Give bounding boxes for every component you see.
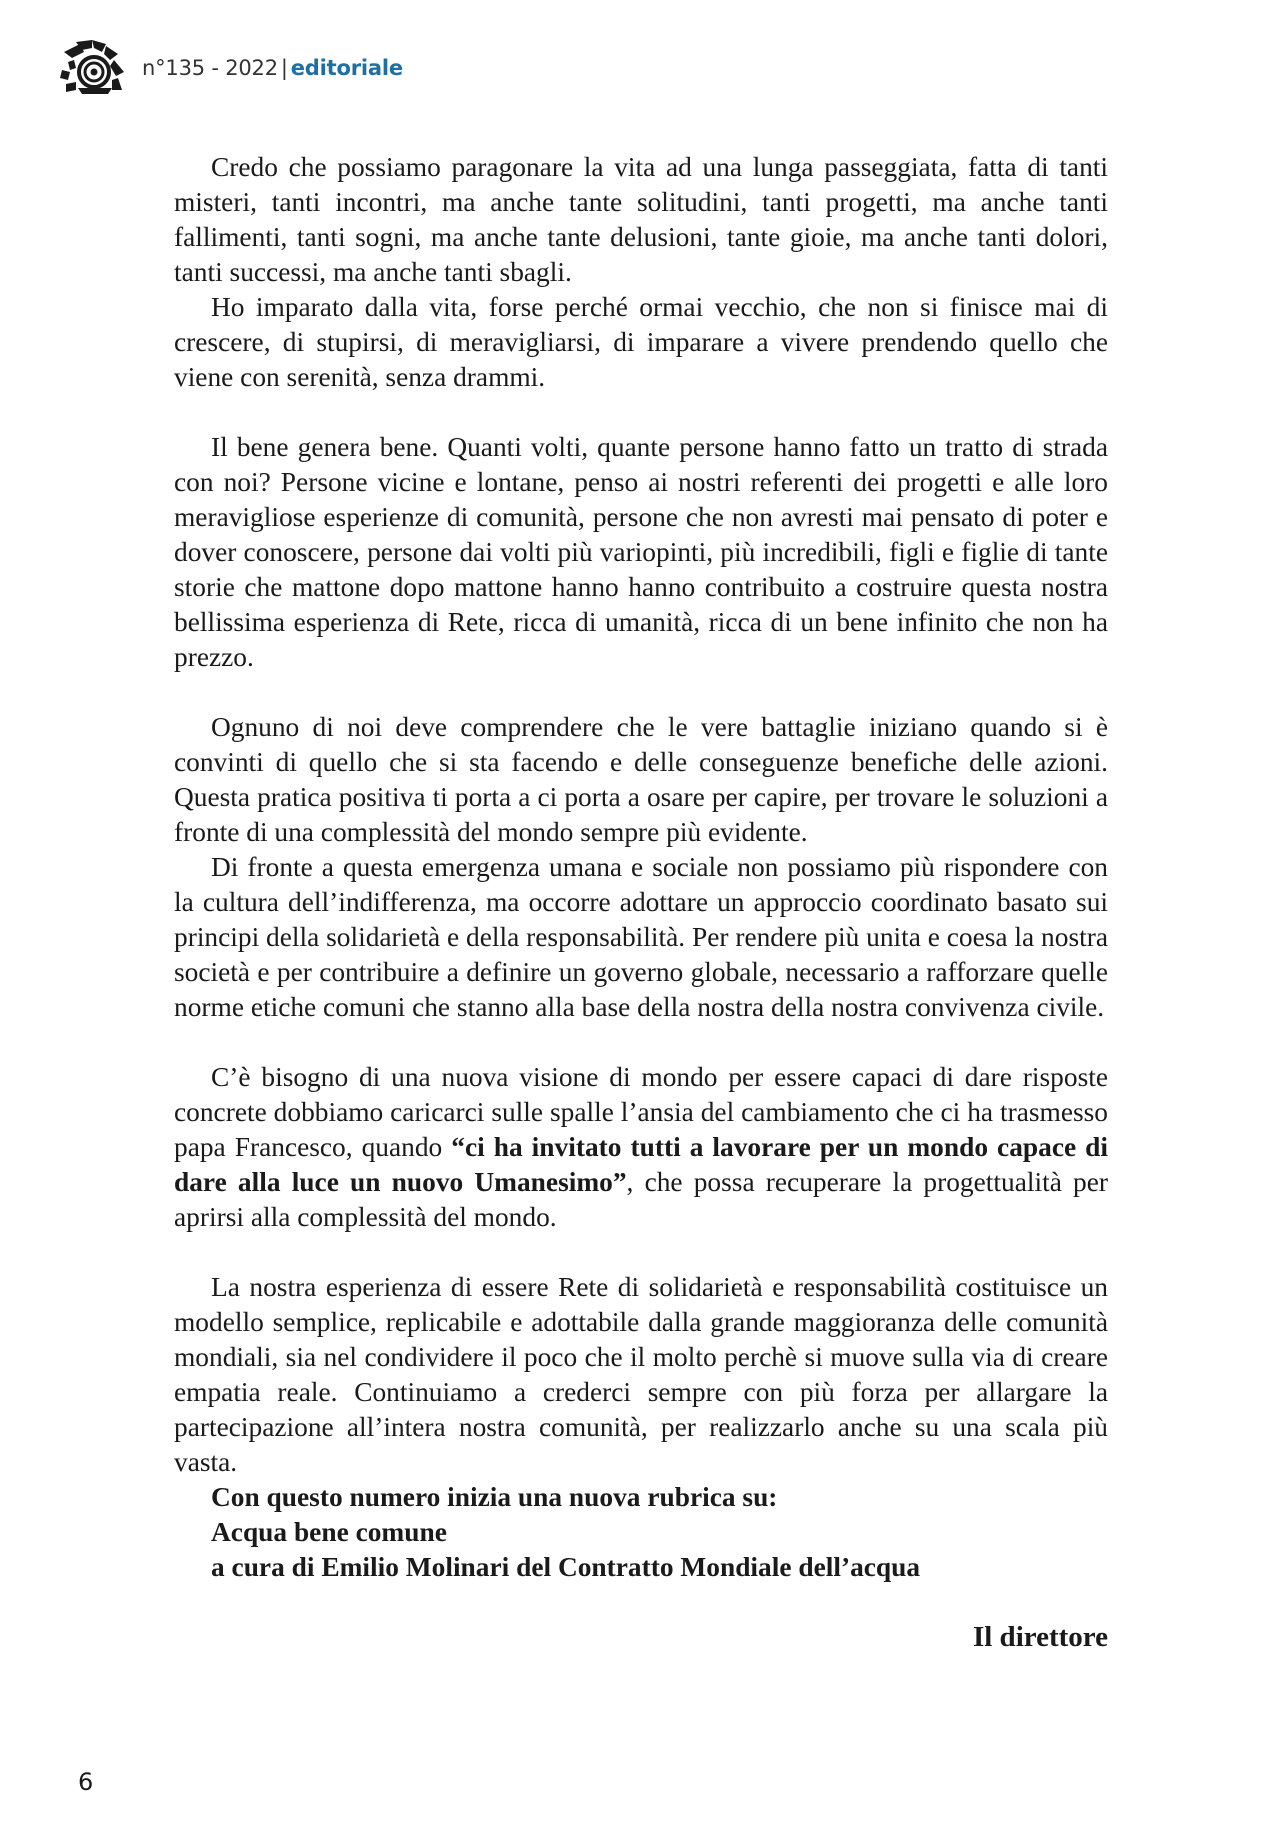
paragraph-2: Ho imparato dalla vita, forse perché ormai vecchio, che non si finisce mai di crescere, di stupirsi, di meravigliarsi, di imparare a vivere prendendo quello che viene con serenità, senza drammi. [174, 292, 1108, 392]
page-header [58, 38, 403, 98]
paragraph-1: Credo che possiamo paragonare la vita ad una lunga passeggiata, fatta di tanti misteri, tanti incontri, ma anche tante solitudini, tanti progetti, ma anche tanti fallimenti, tanti sogni, ma anche tante delusioni, tante gioie, ma anche tanti dolori, tanti successi, ma anche tanti sbagli. [174, 152, 1108, 287]
section-name: editoriale [290, 56, 403, 80]
rubric-line-3: a cura di Emilio Molinari del Contratto Mondiale dell’acqua [211, 1552, 921, 1582]
article-body [174, 150, 1108, 1655]
paragraph-6-text-before: C’è bisogno di una nuova visione di mondo per essere capaci di dare risposte concrete dobbiamo caricarci sulle spalle l’ansia del cambiamento che ci ha trasmesso papa Francesco, quando [174, 1062, 1108, 1162]
paragraph-3: Il bene genera bene. Quanti volti, quante persone hanno fatto un tratto di strada con noi? Persone vicine e lontane, penso ai nostri referenti dei progetti e alle loro meravigliose esperienze di comunità, persone che non avresti mai pensato di poter e dover conoscere, persone dai volti più variopinti, più incredibili, figli e figlie di tante storie che mattone dopo mattone hanno hanno contribuito a costruire questa nostra bellissima esperienza di Rete, ricca di umanità, ricca di un bene infinito che non ha prezzo. [174, 432, 1108, 672]
paragraph-6-text-after: , che possa recuperare la progettualità per aprirsi alla complessità del mondo. [174, 1167, 1108, 1232]
paragraph-6 [174, 1060, 1108, 1235]
pope-quote: “ci ha invitato tutti a lavorare per un mondo capace di dare alla luce un nuovo Umanesimo” [174, 1132, 1108, 1197]
signature: Il direttore [972, 1621, 1108, 1653]
paragraph-7: La nostra esperienza di essere Rete di solidarietà e responsabilità costituisce un modello semplice, replicabile e adottabile dalla grande maggioranza delle comunità mondiali, sia nel condividere il poco che il molto perchè si muove sulla via di creare empatia reale. Continuiamo a crederci sempre con più forza per allargare la partecipazione all’intera nostra comunità, per realizzarlo anche su una scala più vasta. [174, 1272, 1108, 1477]
paragraph-4: Ognuno di noi deve comprendere che le vere battaglie iniziano quando si è convinti di quello che si sta facendo e delle conseguenze benefiche delle azioni. Questa pratica positiva ti porta a ci porta a osare per capire, per trovare le soluzioni a fronte di una complessità del mondo sempre più evidente. [174, 712, 1108, 847]
issue-number: n°135 - 2022 [142, 56, 278, 80]
header-separator: | [280, 56, 288, 80]
header-text [142, 56, 403, 80]
spiral-bird-logo-icon [58, 38, 130, 98]
rubric-announcement [174, 1480, 1108, 1585]
page-number: 6 [78, 1768, 94, 1796]
rubric-line-1: Con questo numero inizia una nuova rubrica su: [211, 1482, 778, 1512]
paragraph-5: Di fronte a questa emergenza umana e sociale non possiamo più rispondere con la cultura dell’indifferenza, ma occorre adottare un approccio coordinato basato sui principi della solidarietà e della responsabilità. Per rendere più unita e coesa la nostra società e per contribuire a definire un governo globale, necessario a rafforzare quelle norme etiche comuni che stanno alla base della nostra della nostra convivenza civile. [174, 852, 1108, 1022]
rubric-line-2: Acqua bene comune [211, 1517, 447, 1547]
